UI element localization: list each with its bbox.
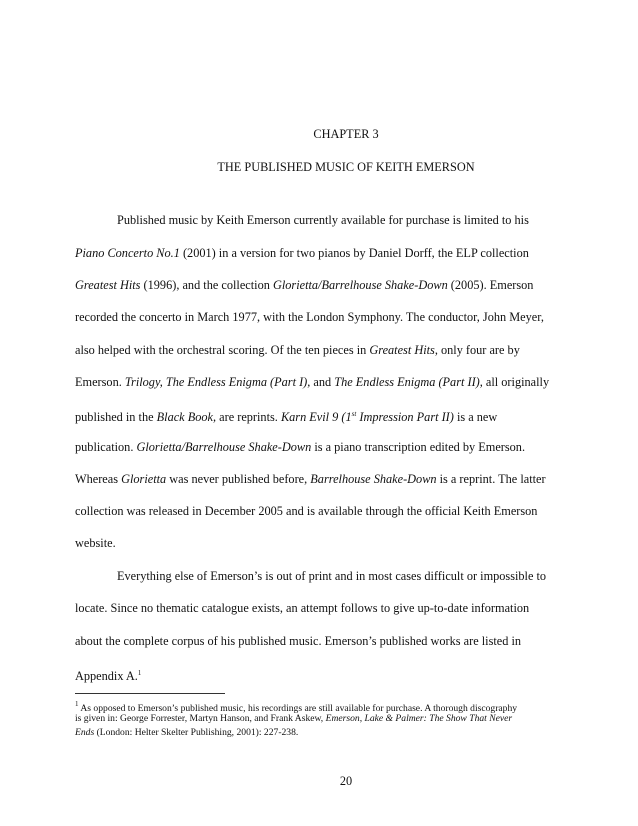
text-run: about the complete corpus of his published music. Emerson’s published works are listed in	[75, 634, 522, 648]
work-title: Black Book,	[156, 410, 217, 424]
paragraph-line	[75, 406, 565, 425]
work-title: Glorietta/Barrelhouse Shake-Down	[136, 440, 312, 454]
text-run: (London: Helter Skelter Publishing, 2001): 227-238.	[94, 727, 299, 738]
paragraph-line	[75, 535, 565, 551]
paragraph-line	[75, 471, 565, 487]
paragraph-line	[75, 374, 565, 390]
work-title: Glorietta	[121, 472, 167, 486]
footnote-reference[interactable]: 1	[137, 669, 142, 677]
text-run: (2005). Emerson	[447, 278, 534, 292]
paragraph-line	[75, 439, 565, 455]
text-run: As opposed to Emerson’s published music, his recordings are still available for purchase. A thorough discography	[78, 703, 518, 714]
paragraph-line	[75, 665, 565, 684]
paragraph-line	[75, 212, 607, 228]
text-run: Everything else of Emerson’s is out of print and in most cases difficult or impossible to	[117, 569, 547, 583]
text-run: and	[310, 375, 335, 389]
paragraph-line	[75, 568, 607, 584]
text-run: is a new	[453, 410, 498, 424]
text-run: Appendix A.	[75, 669, 138, 683]
text-run: (2001) in a version for two pianos by Daniel Dorff, the ELP collection	[179, 246, 529, 260]
paragraph-line	[75, 600, 565, 616]
work-title: Ends	[75, 727, 95, 738]
text-run: website.	[75, 536, 116, 550]
text-run: is a piano transcription edited by Emerson.	[311, 440, 526, 454]
work-title: Piano Concerto No.1	[75, 246, 180, 260]
work-title: Barrelhouse Shake-Down	[310, 472, 437, 486]
work-title: Glorietta/Barrelhouse Shake-Down	[272, 278, 448, 292]
text-run: published in the	[75, 410, 157, 424]
paragraph-line	[75, 503, 565, 519]
work-title: Trilogy, The Endless Enigma (Part I),	[124, 375, 311, 389]
paragraph-line	[75, 245, 565, 261]
text-run: (1996), and the collection	[140, 278, 273, 292]
text-run: recorded the concerto in March 1977, with the London Symphony. The conductor, John Meyer,	[75, 310, 544, 324]
work-title: Greatest Hits	[75, 278, 141, 292]
paragraph-line	[75, 633, 565, 649]
text-run: is given in: George Forrester, Martyn Hanson, and Frank Askew,	[75, 713, 326, 724]
text-run: locate. Since no thematic catalogue exists, an attempt follows to give up-to-date information	[75, 601, 530, 615]
text-run: collection was released in December 2005 and is available through the official Keith Emerson	[75, 504, 538, 518]
page-number: 20	[339, 774, 353, 788]
footnote-separator	[75, 693, 225, 694]
paragraph-line	[75, 309, 565, 325]
footnote-line	[75, 726, 575, 739]
text-run: publication.	[75, 440, 137, 454]
chapter-title: THE PUBLISHED MUSIC OF KEITH EMERSON	[217, 160, 475, 174]
text-run: also helped with the orchestral scoring. Of the ten pieces in	[75, 343, 370, 357]
footnote-line	[75, 712, 575, 725]
footnote-marker: 1	[75, 700, 79, 708]
chapter-number: CHAPTER 3	[313, 127, 379, 141]
paragraph-line	[75, 277, 565, 293]
text-run: is a reprint. The latter	[436, 472, 546, 486]
work-title: Impression Part II)	[356, 410, 454, 424]
text-run: are reprints.	[216, 410, 281, 424]
superscript: st	[351, 410, 357, 418]
work-title: Emerson, Lake & Palmer: The Show That Never	[325, 713, 513, 724]
work-title: Karn Evil 9 (1	[280, 410, 352, 424]
text-run: Published music by Keith Emerson currently available for purchase is limited to his	[117, 213, 529, 227]
paragraph-line	[75, 342, 565, 358]
text-run: all originally	[482, 375, 550, 389]
text-run: Whereas	[75, 472, 122, 486]
work-title: The Endless Enigma (Part II),	[334, 375, 483, 389]
work-title: Greatest Hits	[369, 343, 435, 357]
text-run: , only four are by	[434, 343, 520, 357]
text-run: Emerson.	[75, 375, 125, 389]
text-run: was never published before,	[166, 472, 311, 486]
